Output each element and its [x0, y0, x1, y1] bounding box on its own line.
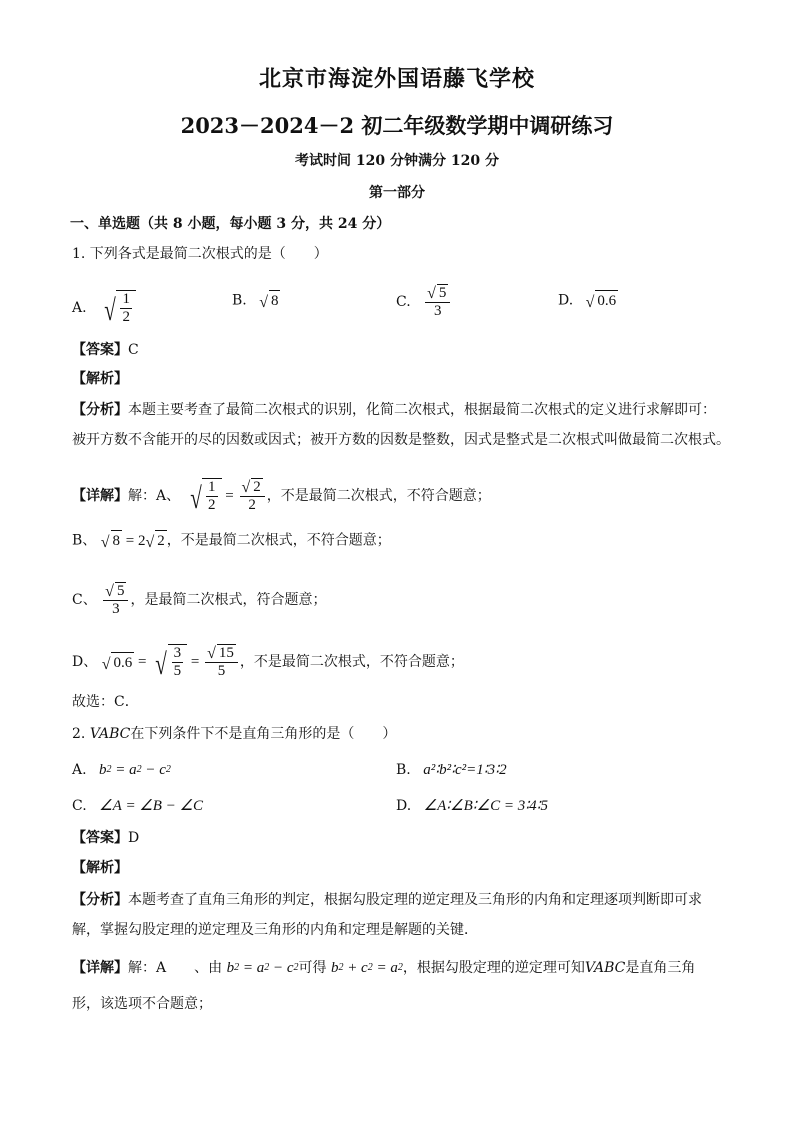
q1-detail-d [72, 644, 464, 680]
q2-fenxi-line2: 解，掌握勾股定理的逆定理及三角形的内角和定理是解题的关键． [72, 922, 478, 938]
math-expr: √ $\frac{1}{2}$ = √ 2 2 [185, 478, 267, 514]
detail-text: 可得 [298, 960, 327, 976]
math-expr: b 2 + c 2 = a 2 [330, 960, 403, 976]
q1-answer [72, 340, 139, 360]
answer-tag: 【答案】 [72, 830, 128, 846]
detail-text: ，是最简二次根式，符合题意； [130, 592, 327, 608]
option-label: D. [396, 798, 412, 814]
q1-fenxi [72, 400, 716, 420]
fenxi-text: 本题考查了直角三角形的判定，根据勾股定理的逆定理及三角形的内角和定理逐项判断即可求 [128, 892, 702, 908]
math-expr: b 2 = a 2 − c 2 [99, 762, 171, 778]
detail-text: 解：A 、由 [128, 960, 223, 976]
q1-detail-c [72, 582, 326, 618]
q2-stem-text: 在下列条件下不是直角三角形的是（ ） [130, 726, 397, 742]
answer-value: C [128, 342, 139, 358]
answer-value: D [128, 830, 140, 846]
math-expr: √ 8 [259, 290, 280, 311]
q2-option-a [72, 760, 171, 780]
math-expr: √ 5 3 [101, 582, 130, 618]
fenxi-tag: 【分析】 [72, 892, 128, 908]
q1-option-b [232, 290, 280, 311]
fenxi-tag: 【分析】 [72, 402, 128, 418]
triangle-symbol: VABC [584, 960, 626, 976]
q2-detail-line2: 形，该选项不合题意； [72, 996, 212, 1012]
detail-text: 解：A、 [128, 488, 181, 504]
option-label: C. [396, 294, 411, 310]
detail-tag: 【详解】 [72, 960, 128, 976]
option-label: A. [72, 300, 87, 316]
exam-title: 2023－2024－2 初二年级数学期中调研练习 [180, 113, 614, 138]
q2-stem [72, 724, 396, 744]
detail-text: ，不是最简二次根式，不符合题意； [239, 654, 464, 670]
q2-option-d [396, 796, 548, 816]
option-label: A. [72, 762, 87, 778]
detail-tag: 【详解】 [72, 488, 128, 504]
math-expr: √ $\frac{1}{2}$ [99, 290, 136, 326]
q2-number: 2. [72, 726, 86, 742]
math-expr: a²∶b²∶c²=1∶3∶2 [423, 762, 507, 778]
answer-tag: 【答案】 [72, 342, 128, 358]
detail-text: C、 [72, 592, 97, 608]
option-label: D. [558, 292, 574, 309]
option-label: B. [396, 762, 411, 778]
q2-option-c [72, 796, 203, 816]
detail-text: ，不是最简二次根式，不符合题意； [266, 488, 491, 504]
math-expr: √ 8 = 2 √ 2 [101, 530, 167, 551]
math-expr: ∠A∶∠B∶∠C = 3∶4∶5 [423, 798, 549, 814]
q2-analysis-tag: 【解析】 [72, 860, 128, 876]
option-label: B. [232, 292, 247, 309]
q2-answer [72, 828, 139, 848]
q2-detail [72, 958, 695, 978]
q2-option-b [396, 760, 507, 780]
q2-fenxi [72, 890, 702, 910]
detail-text: D、 [72, 654, 98, 670]
q1-option-a [72, 290, 136, 326]
exam-info: 考试时间 120 分钟满分 120 分 [295, 153, 499, 169]
fenxi-text: 本题主要考查了最简二次根式的识别，化简二次根式，根据最简二次根式的定义进行求解即可： [128, 402, 716, 418]
option-label: C. [72, 798, 87, 814]
q1-stem: 1. 下列各式是最简二次根式的是（ ） [72, 246, 328, 262]
math-expr: ∠A = ∠B − ∠C [99, 798, 204, 814]
math-expr: b 2 = a 2 − c 2 [226, 960, 299, 976]
q1-detail-b [72, 530, 391, 551]
section-heading: 一、单选题（共 8 小题，每小题 3 分，共 24 分） [70, 216, 391, 232]
detail-text: B、 [72, 532, 97, 549]
detail-text: ，根据勾股定理的逆定理可知 [402, 960, 585, 976]
q1-option-d [558, 290, 618, 311]
math-expr: √ 0.6 [586, 290, 619, 311]
q1-option-c [396, 284, 452, 320]
triangle-symbol: VABC [89, 726, 131, 742]
q1-fenxi-line2: 被开方数不含能开的尽的因数或因式；被开方数的因数是整数，因式是整式是二次根式叫做最简二次根式。 [72, 432, 730, 448]
q1-conclusion: 故选：C． [72, 694, 139, 710]
math-expr: √ 0.6 = √ $\frac{3}{5}$ = √ 15 5 [102, 644, 240, 680]
detail-text: 是直角三角 [625, 960, 696, 976]
q1-detail-a [72, 478, 491, 514]
math-expr: √ 5 3 [423, 284, 452, 320]
part-heading: 第一部分 [369, 185, 425, 201]
q1-analysis-tag: 【解析】 [72, 371, 128, 387]
school-title: 北京市海淀外国语藤飞学校 [258, 66, 535, 92]
detail-text: ，不是最简二次根式，不符合题意； [166, 532, 391, 549]
